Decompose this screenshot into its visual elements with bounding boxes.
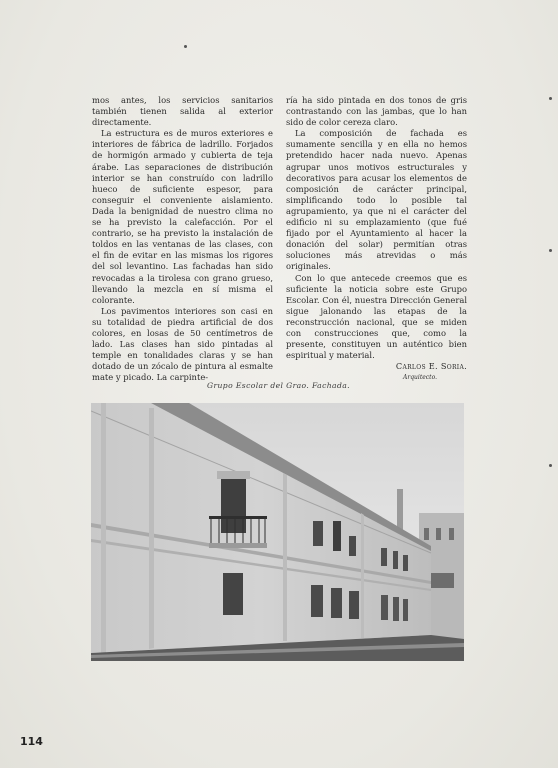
- page-number: 114: [20, 735, 43, 748]
- margin-dot-mark: [184, 45, 187, 48]
- right-text-column: [286, 95, 467, 383]
- margin-dot-mark: [549, 97, 552, 100]
- author-role: Arquitecto.: [403, 374, 437, 382]
- left-paragraph-1: mos antes, los servicios sanitarios también tienen salida al exterior directamente.: [92, 95, 273, 128]
- right-paragraph-1: ría ha sido pintada en dos tonos de gris contrastando con las jambas, que lo han sido de color cereza claro.: [286, 95, 467, 128]
- left-paragraph-2: La estructura es de muros exteriores e interiores de fábrica de ladrillo. Forjados de hormigón armado y cubierta de teja árabe. Las separaciones de distribución interior se han construído con ladrillo hueco de suficiente espesor, para conseguir el conveniente aislamiento. Dada la benignidad de nuestro clima no se ha previsto la calefacción. Por el contrario, se ha previsto la instalación de toldos en las ventanas de las clases, con el fin de evitar en las mismas los rigores del sol levantino. Las fachadas han sido revocadas a la tirolesa con grano grueso, llevando la mezcla en sí misma el colorante.: [92, 128, 273, 305]
- right-paragraph-2: La composición de fachada es sumamente sencilla y en ella no hemos pretendido hacer nada nuevo. Apenas agrupar unos motivos estructurales y decorativos para acusar los elementos de composición de carácter principal, simplificando todo lo posible tal agrupamiento, ya que ni el carácter del edificio ni su emplazamiento (que fué fijado por el Ayuntamiento al hacer la donación del solar) permitían otras soluciones más atrevidas o más originales.: [286, 128, 467, 272]
- margin-dot-mark: [549, 464, 552, 467]
- left-paragraph-3: Los pavimentos interiores son casi en su totalidad de piedra artificial de dos colores, en losas de 50 centímetros de lado. Las clases han sido pintadas al temple en tonalidades claras y se han dotado de un zócalo de pintura al esmalte mate y picado. La carpinte-: [92, 305, 273, 383]
- author-signature: Carlos E. Soria.: [395, 361, 467, 372]
- left-text-column: [92, 95, 273, 383]
- right-paragraph-3: Con lo que antecede creemos que es suficiente la noticia sobre este Grupo Escolar. Con él, nuestra Dirección General sigue jalonando las etapas de la reconstrucción nacional, que se miden con construcciones que, como la presente, constituyen un auténtico bien espiritual y material.: [286, 272, 467, 361]
- building-facade-photo: [91, 403, 464, 661]
- photo-caption: Grupo Escolar del Grao. Fachada.: [207, 381, 350, 390]
- margin-dot-mark: [549, 249, 552, 252]
